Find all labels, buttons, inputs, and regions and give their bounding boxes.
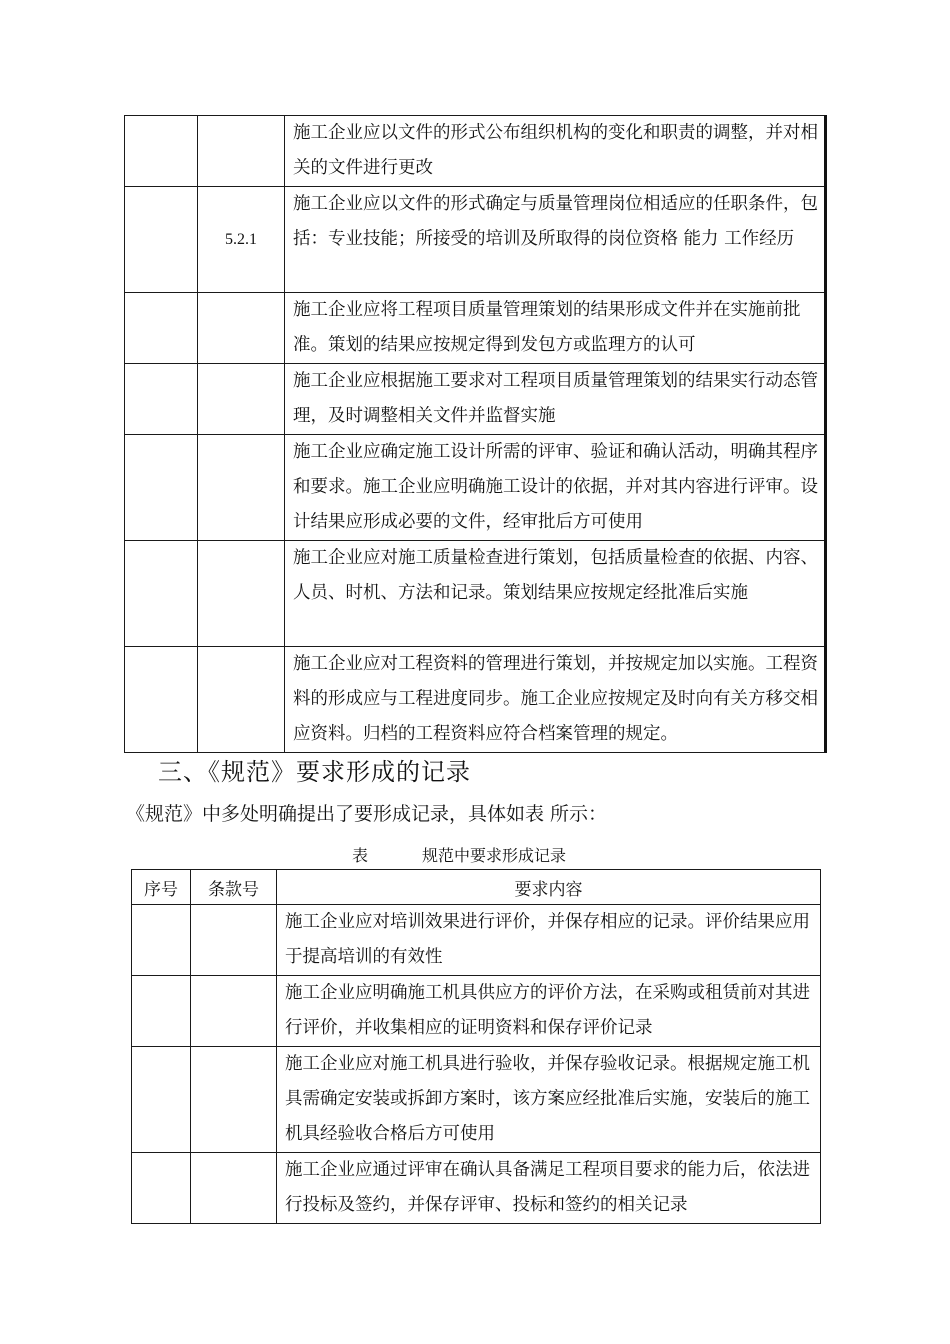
caption-title: 规范中要求形成记录	[422, 846, 567, 865]
requirements-table-continued	[124, 115, 827, 753]
requirement-text: 施工企业应根据施工要求对工程项目质量管理策划的结果实行动态管理，及时调整相关文件并监督实施	[293, 371, 818, 426]
clause-cell	[191, 1047, 277, 1153]
table-row	[132, 1047, 821, 1153]
requirement-text: 施工企业应通过评审在确认具备满足工程项目要求的能力后，依法进行投标及签约，并保存评审、投标和签约的相关记录	[285, 1160, 810, 1215]
clause-cell	[191, 976, 277, 1047]
table-row	[125, 647, 826, 753]
requirement-text: 施工企业应对培训效果进行评价，并保存相应的记录。评价结果应用于提高培训的有效性	[285, 912, 810, 967]
seq-cell	[125, 293, 198, 364]
seq-cell	[125, 647, 198, 753]
seq-cell	[132, 976, 191, 1047]
seq-cell	[125, 116, 198, 187]
table-row	[125, 293, 826, 364]
table-row	[132, 976, 821, 1047]
requirement-text: 施工企业应对施工质量检查进行策划，包括质量检查的依据、内容、人员、时机、方法和记录。策划结果应按规定经批准后实施	[293, 548, 818, 603]
seq-cell	[132, 905, 191, 976]
seq-cell	[125, 364, 198, 435]
seq-cell	[125, 541, 198, 647]
caption-prefix: 表	[352, 846, 369, 865]
header-content: 要求内容	[277, 870, 821, 905]
requirement-text: 施工企业应明确施工机具供应方的评价方法，在采购或租赁前对其进行评价，并收集相应的证明资料和保存评价记录	[285, 983, 810, 1038]
requirement-text: 施工企业应确定施工设计所需的评审、验证和确认活动，明确其程序和要求。施工企业应明确施工设计的依据，并对其内容进行评审。设计结果应形成必要的文件，经审批后方可使用	[293, 442, 818, 532]
clause-cell	[198, 116, 285, 187]
clause-cell	[198, 541, 285, 647]
table-row	[125, 187, 826, 293]
seq-cell	[132, 1047, 191, 1153]
seq-cell	[125, 187, 198, 293]
table-row	[125, 541, 826, 647]
clause-cell	[198, 647, 285, 753]
records-table	[131, 869, 821, 1224]
header-clause: 条款号	[191, 870, 277, 905]
table-row	[125, 364, 826, 435]
clause-cell	[198, 435, 285, 541]
table-row	[132, 1153, 821, 1224]
table-row	[125, 116, 826, 187]
clause-cell	[198, 293, 285, 364]
clause-cell	[191, 1153, 277, 1224]
requirement-text: 施工企业应以文件的形式公布组织机构的变化和职责的调整，并对相关的文件进行更改	[293, 123, 818, 178]
requirement-text: 施工企业应将工程项目质量管理策划的结果形成文件并在实施前批准。策划的结果应按规定得到发包方或监理方的认可	[293, 300, 801, 355]
clause-cell	[198, 364, 285, 435]
table-header-row	[132, 870, 821, 905]
seq-cell	[132, 1153, 191, 1224]
requirement-text: 施工企业应对工程资料的管理进行策划，并按规定加以实施。工程资料的形成应与工程进度同步。施工企业应按规定及时向有关方移交相应资料。归档的工程资料应符合档案管理的规定。	[293, 654, 818, 744]
header-seq: 序号	[132, 870, 191, 905]
requirement-text: 施工企业应对施工机具进行验收，并保存验收记录。根据规定施工机具需确定安装或拆卸方案时，该方案应经批准后实施，安装后的施工机具经验收合格后方可使用	[285, 1054, 810, 1144]
clause-cell	[191, 905, 277, 976]
table-row	[125, 435, 826, 541]
intro-paragraph: 《规范》中多处明确提出了要形成记录，具体如表 所示：	[126, 803, 608, 825]
requirement-text: 施工企业应以文件的形式确定与质量管理岗位相适应的任职条件，包括：专业技能；所接受的培训及所取得的岗位资格 能力 工作经历	[293, 194, 818, 249]
section-heading: 三、《规范》要求形成的记录	[158, 758, 471, 786]
table-caption	[352, 843, 566, 866]
seq-cell	[125, 435, 198, 541]
table-row	[132, 905, 821, 976]
clause-cell: 5.2.1	[198, 187, 285, 293]
